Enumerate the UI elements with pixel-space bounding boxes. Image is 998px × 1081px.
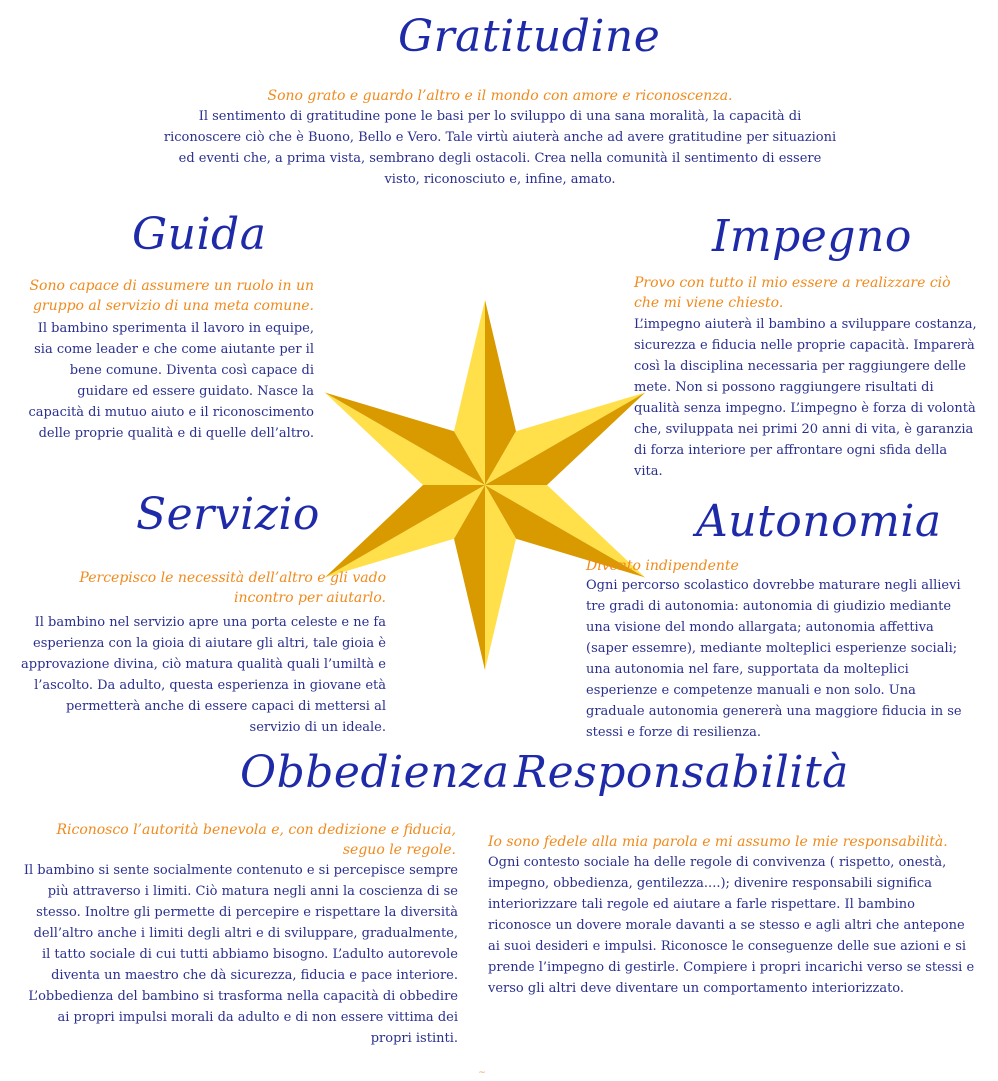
title-obbedienza: Obbedienza (240, 747, 510, 798)
body-responsabilita: Ogni contesto sociale ha delle regole di convivenza ( rispetto, onestà, impegno, obbedienza, gentilezza....); divenire responsabili significa interiorizzare tali regole ed aiutare a farle rispettare. Il bambino riconosce un dovere morale davanti a se stesso e agli altri che antepone ai suoi desideri e impulsi. Riconosce le conseguenze delle sue azioni e si prende l’impegno di gestirle. Compiere i propri incarichi verso se stessi e verso gli altri deve diventare un comportamento interiorizzato. (488, 855, 975, 996)
title-servizio: Servizio (136, 489, 320, 540)
subtitle-impegno: Provo con tutto il mio essere a realizzare ciò che mi viene chiesto. (634, 275, 951, 311)
body-obbedienza: Il bambino si sente socialmente contenuto e si percepisce sempre più attraverso i limiti. Ciò matura negli anni la coscienza di se stesso. Inoltre gli permette di percepire e rispettare la diversità dell’altro anche i limiti degli altri e di sviluppare, gradualmente, il tatto sociale di cui tutti abbiamo bisogno. L’adulto autorevole diventa un maestro che dà sicurezza, fiducia e pace interiore. L’obbedienza del bambino si trasforma nella capacità di obbedire ai propri impulsi morali da adulto e di non essere vittima dei propri istinti. (23, 863, 458, 1046)
subtitle-responsabilita: Io sono fedele alla mia parola e mi assumo le mie responsabilità. (488, 834, 948, 850)
subtitle-servizio: Percepisco le necessità dell’altro e gli vado incontro per aiutarlo. (79, 570, 386, 606)
page-mark: ~ (478, 1068, 486, 1078)
title-autonomia: Autonomia (696, 496, 942, 547)
subtitle-guida: Sono capace di assumere un ruolo in un gruppo al servizio di una meta comune. (29, 278, 314, 314)
title-responsabilita: Responsabilità (514, 747, 849, 798)
subtitle-autonomia: Divento indipendente (586, 558, 739, 574)
body-guida: Il bambino sperimenta il lavoro in equipe, sia come leader e che come aiutante per il bene comune. Diventa così capace di guidare ed essere guidato. Nasce la capacità di mutuo aiuto e il riconoscimento delle proprie qualità e di quelle dell’altro. (28, 321, 314, 441)
title-impegno: Impegno (712, 211, 912, 262)
body-servizio: Il bambino nel servizio apre una porta celeste e ne fa esperienza con la gioia di aiutare gli altri, tale gioia è approvazione divina, ciò matura qualità quali l’umiltà e l’ascolto. Da adulto, questa esperienza in giovane età permetterà anche di essere capaci di mettersi al servizio di un ideale. (21, 615, 386, 735)
subtitle-gratitudine: Sono grato e guardo l’altro e il mondo con amore e riconoscenza. (267, 88, 733, 104)
body-autonomia: Ogni percorso scolastico dovrebbe maturare negli allievi tre gradi di autonomia: autonomia di giudizio mediante una visione del mondo allargata; autonomia affettiva (saper essemre), mediante molteplici esperienze sociali; una autonomia nel fare, supportata da molteplici esperienze e competenze manuali e non solo. Una graduale autonomia genererà una maggiore fiducia in se stessi e forze di resilienza. (586, 578, 962, 740)
body-gratitudine: Il sentimento di gratitudine pone le basi per lo sviluppo di una sana moralità, la capacità di riconoscere ciò che è Buono, Bello e Vero. Tale virtù aiuterà anche ad avere gratitudine per situazioni ed eventi che, a prima vista, sembrano degli ostacoli. Crea nella comunità il sentimento di essere visto, riconosciuto e, infine, amato. (163, 109, 837, 187)
body-impegno: L’impegno aiuterà il bambino a sviluppare costanza, sicurezza e fiducia nelle proprie capacità. Imparerà così la disciplina necessaria per raggiungere delle mete. Non si possono raggiungere risultati di qualità senza impegno. L’impegno è forza di volontà che, sviluppata nei primi 20 anni di vita, è garanzia di forza interiore per affrontare ogni sfida della vita. (634, 317, 977, 479)
subtitle-obbedienza: Riconosco l’autorità benevola e, con dedizione e fiducia, seguo le regole. (56, 822, 456, 858)
title-gratitudine: Gratitudine (398, 11, 661, 62)
title-guida: Guida (132, 209, 267, 260)
